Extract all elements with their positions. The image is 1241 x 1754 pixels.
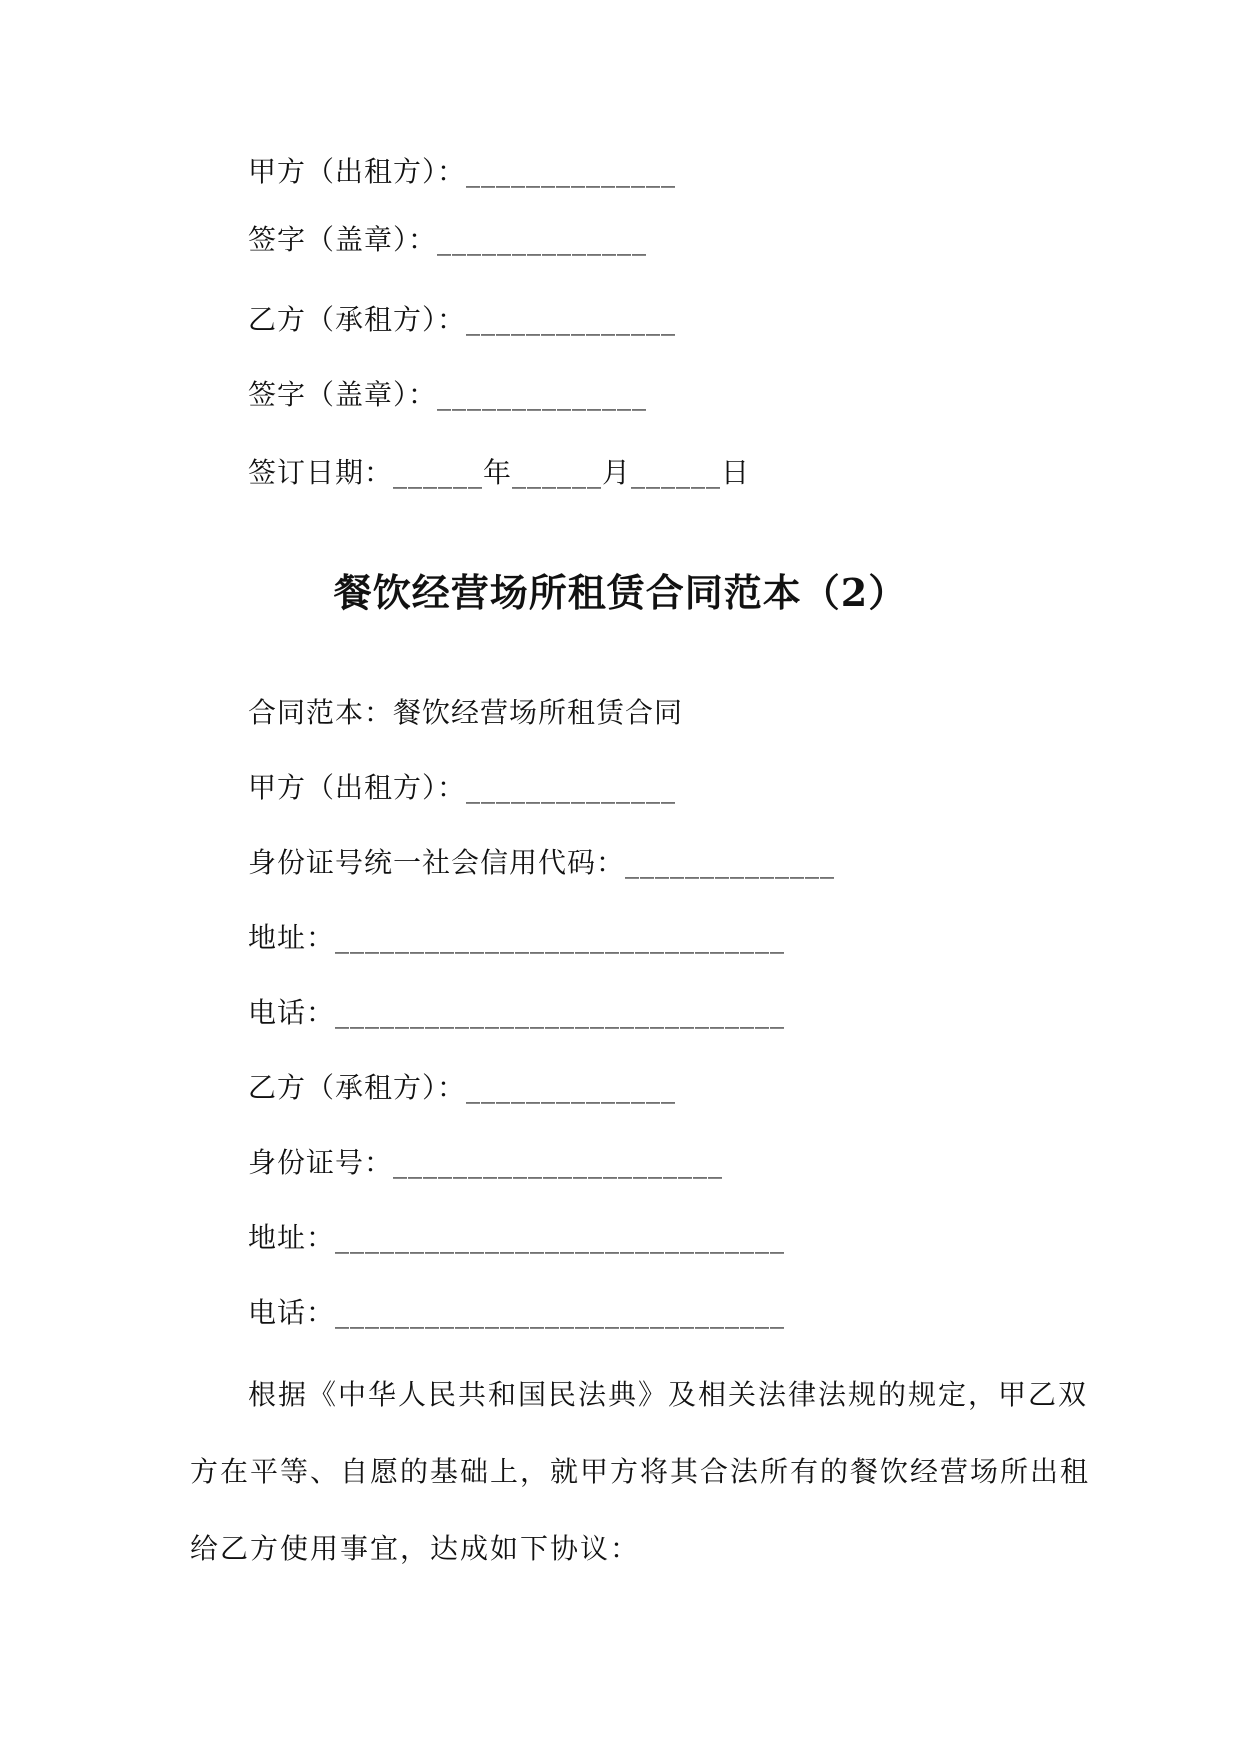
- party-b-id-field: 身份证号：______________________: [248, 1146, 724, 1179]
- party-a-id-field: 身份证号统一社会信用代码：______________: [248, 846, 836, 879]
- preamble-line-2: 方在平等、自愿的基础上，就甲方将其合法所有的餐饮经营场所出租: [190, 1455, 1091, 1488]
- party-a-lessor-field: 甲方（出租方）：______________: [248, 155, 677, 188]
- section-title: 餐饮经营场所租赁合同范本（2）: [333, 570, 908, 615]
- party-a-signature-field: 签字（盖章）：______________: [248, 223, 648, 256]
- contract-template-name: 合同范本：餐饮经营场所租赁合同: [248, 696, 684, 729]
- preamble-line-1: 根据《中华人民共和国民法典》及相关法律法规的规定，甲乙双: [248, 1378, 1089, 1411]
- party-a-phone-field: 电话：______________________________: [248, 996, 786, 1029]
- preamble-line-3: 给乙方使用事宜，达成如下协议：: [190, 1532, 641, 1565]
- party-a-address-field: 地址：______________________________: [248, 921, 786, 954]
- party-b-address-field: 地址：______________________________: [248, 1221, 786, 1254]
- party-b-lessee-field: 乙方（承租方）：______________: [248, 303, 677, 336]
- party-b-lessee-field-2: 乙方（承租方）：______________: [248, 1071, 677, 1104]
- party-a-lessor-field-2: 甲方（出租方）：______________: [248, 771, 677, 804]
- sign-date-field: 签订日期：______年______月______日: [248, 456, 751, 489]
- party-b-phone-field: 电话：______________________________: [248, 1296, 786, 1329]
- party-b-signature-field: 签字（盖章）：______________: [248, 378, 648, 411]
